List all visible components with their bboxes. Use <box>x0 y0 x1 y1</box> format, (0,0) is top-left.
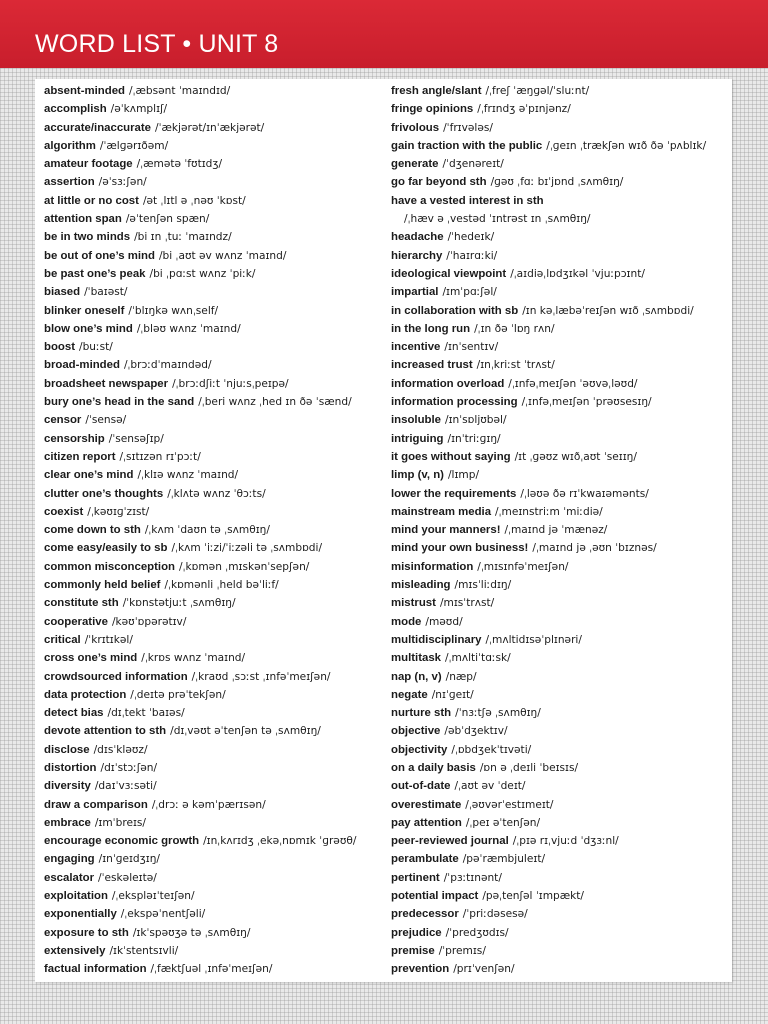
word-entry <box>391 668 726 686</box>
entry-word: accomplish <box>44 103 107 116</box>
word-entry <box>391 503 726 521</box>
entry-word: boost <box>44 341 76 354</box>
word-entry <box>44 924 379 942</box>
entry-word: algorithm <box>44 139 96 152</box>
word-entry <box>391 942 726 960</box>
entry-pronunciation: /ˈpriːdəsesə/ <box>462 908 528 921</box>
entry-word: increased trust <box>391 359 473 372</box>
entry-pronunciation: /ˌmɪsɪnfəˈmeɪʃən/ <box>477 560 569 573</box>
entry-pronunciation: /mɪsˈliːdɪŋ/ <box>454 579 512 592</box>
entry-pronunciation: /ˈhedeɪk/ <box>447 231 495 244</box>
entry-word: limp (v, n) <box>391 469 444 482</box>
entry-word: escalator <box>44 871 95 884</box>
entry-word: objective <box>391 725 441 738</box>
entry-pronunciation: /mɪsˈtrʌst/ <box>439 597 495 610</box>
entry-word: critical <box>44 633 81 646</box>
entry-pronunciation: /ˌfrɪndʒ əˈpɪnjənz/ <box>477 103 571 116</box>
word-entry <box>44 82 379 100</box>
word-entry <box>391 155 726 173</box>
word-entry <box>391 649 726 667</box>
entry-word: coexist <box>44 505 84 518</box>
word-entry <box>44 356 379 374</box>
word-entry <box>44 832 379 850</box>
entry-word: gain traction with the public <box>391 139 543 152</box>
entry-pronunciation: /ɪt ˌɡəʊz wɪðˌaʊt ˈseɪɪŋ/ <box>514 450 637 463</box>
entry-pronunciation: /ˈkrɪtɪkəl/ <box>84 633 133 646</box>
entry-pronunciation: /ɪnˌkriːst ˈtrʌst/ <box>476 359 555 372</box>
entry-pronunciation: /buːst/ <box>79 341 113 354</box>
entry-pronunciation: /ˌekspəˈnentʃəli/ <box>120 908 206 921</box>
page-header-bar <box>0 0 768 68</box>
entry-word: generate <box>391 158 439 171</box>
entry-word: information overload <box>391 377 505 390</box>
word-entry <box>44 430 379 448</box>
word-entry <box>391 924 726 942</box>
word-entry <box>44 375 379 393</box>
word-entry <box>44 320 379 338</box>
word-entry <box>391 137 726 155</box>
word-entry <box>44 759 379 777</box>
entry-word: blow one’s mind <box>44 322 133 335</box>
entry-pronunciation: /ˌmʌltidɪsəˈplɪnəri/ <box>485 633 582 646</box>
entry-pronunciation: /ˌkəʊɪɡˈzɪst/ <box>87 505 150 518</box>
entry-word: out-of-date <box>391 780 451 793</box>
entry-pronunciation: /ˌɒbdʒekˈtɪvəti/ <box>451 743 532 756</box>
word-entry <box>44 119 379 137</box>
entry-word: fresh angle/slant <box>391 85 482 97</box>
entry-pronunciation: /lɪmp/ <box>447 469 480 482</box>
entry-pronunciation: /ˌkraʊd ˌsɔːst ˌɪnfəˈmeɪʃən/ <box>191 670 331 683</box>
word-entry <box>44 869 379 887</box>
word-entry <box>44 100 379 118</box>
entry-pronunciation: /ˌdeɪtə prəˈtekʃən/ <box>130 688 226 701</box>
entry-pronunciation: /ˌekspləɪˈteɪʃən/ <box>111 890 195 903</box>
entry-pronunciation: /ɪkˈspəʊʒə tə ˌsʌmθɪŋ/ <box>132 926 251 939</box>
entry-pronunciation: /ɪn kəˌlæbəˈreɪʃən wɪð ˌsʌmbɒdi/ <box>522 304 694 317</box>
entry-pronunciation: /ˌklɪə wʌnz ˈmaɪnd/ <box>137 469 239 482</box>
word-entry <box>44 521 379 539</box>
entry-pronunciation: /ˌmʌltiˈtɑːsk/ <box>445 652 511 665</box>
page-title: WORD LIST • UNIT 8 <box>35 30 279 58</box>
word-entry <box>44 302 379 320</box>
entry-word: impartial <box>391 286 439 299</box>
entry-word: mode <box>391 615 422 628</box>
word-entry <box>391 247 726 265</box>
entry-pronunciation: /ˌaʊt əv ˈdeɪt/ <box>454 780 526 793</box>
word-entry <box>44 850 379 868</box>
entry-word: overestimate <box>391 798 462 811</box>
entry-word: disclose <box>44 743 90 756</box>
entry-word: attention span <box>44 213 122 226</box>
entry-pronunciation: /ˈpɜːtɪnənt/ <box>443 871 502 884</box>
word-list-left-column <box>44 82 379 979</box>
word-entry <box>391 741 726 759</box>
entry-pronunciation: /ˈhaɪrɑːki/ <box>446 249 498 262</box>
entry-pronunciation: /ɒn ə ˌdeɪli ˈbeɪsɪs/ <box>479 761 579 774</box>
entry-pronunciation: /næp/ <box>445 670 477 683</box>
entry-word: devote attention to sth <box>44 725 167 738</box>
entry-pronunciation: /ˌmeɪnstriːm ˈmiːdiə/ <box>495 505 603 518</box>
word-entry <box>391 869 726 887</box>
entry-word: on a daily basis <box>391 761 476 774</box>
entry-word: go far beyond sth <box>391 176 487 189</box>
word-entry <box>44 905 379 923</box>
word-entry <box>391 594 726 612</box>
entry-word: frivolous <box>391 121 440 134</box>
word-entry <box>44 558 379 576</box>
entry-pronunciation: /ˈfrɪvələs/ <box>443 121 493 134</box>
entry-pronunciation: /ˌkɒmən ˌmɪskənˈsepʃən/ <box>179 560 310 573</box>
entry-pronunciation: /ˈkɒnstətjuːt ˌsʌmθɪŋ/ <box>122 597 236 610</box>
entry-pronunciation: /əbˈdʒektɪv/ <box>444 725 508 738</box>
entry-word: mainstream media <box>391 505 492 518</box>
word-entry <box>44 704 379 722</box>
entry-word: blinker oneself <box>44 304 125 317</box>
word-entry <box>44 631 379 649</box>
entry-pronunciation: /ˌberi wʌnz ˌhed ɪn ðə ˈsænd/ <box>198 396 352 409</box>
word-entry <box>44 594 379 612</box>
word-entry <box>44 247 379 265</box>
entry-word: misinformation <box>391 560 474 573</box>
word-entry <box>391 356 726 374</box>
word-entry <box>44 796 379 814</box>
word-entry <box>44 210 379 228</box>
entry-word: incentive <box>391 341 441 354</box>
word-entry <box>44 668 379 686</box>
word-entry <box>44 576 379 594</box>
word-entry <box>391 119 726 137</box>
word-entry <box>391 393 726 411</box>
entry-pronunciation: /əˈsɜːʃən/ <box>98 176 147 189</box>
word-entry <box>391 631 726 649</box>
word-entry <box>391 100 726 118</box>
entry-pronunciation: /ˌləʊə ðə rɪˈkwaɪəmənts/ <box>520 487 649 500</box>
word-entry <box>391 832 726 850</box>
entry-word: data protection <box>44 688 127 701</box>
word-entry <box>44 960 379 978</box>
entry-word: headache <box>391 231 444 244</box>
word-entry <box>391 850 726 868</box>
word-entry <box>391 283 726 301</box>
entry-word: negate <box>391 688 428 701</box>
entry-word: clear one’s mind <box>44 469 134 482</box>
entry-pronunciation: /ˈdʒenəreɪt/ <box>442 158 504 171</box>
entry-pronunciation: /ˌɪnfəˌmeɪʃən ˈprəʊsesɪŋ/ <box>521 396 652 409</box>
word-entry <box>44 228 379 246</box>
word-entry <box>44 649 379 667</box>
entry-word: assertion <box>44 176 95 189</box>
entry-pronunciation: /ˌbrɔːdʃiːt ˈnjuːsˌpeɪpə/ <box>172 377 289 390</box>
entry-pronunciation: /ˈsensəʃɪp/ <box>108 432 164 445</box>
entry-pronunciation: /ˈbaɪəst/ <box>84 286 128 299</box>
entry-word: biased <box>44 286 81 299</box>
word-entry <box>391 759 726 777</box>
entry-word: potential impact <box>391 890 479 903</box>
entry-pronunciation: /ɡəʊ ˌfɑː bɪˈjɒnd ˌsʌmθɪŋ/ <box>490 176 624 189</box>
entry-word: exposure to sth <box>44 926 129 939</box>
entry-word: absent-minded <box>44 85 126 97</box>
entry-word: come easy/easily to sb <box>44 542 168 555</box>
word-entry <box>391 539 726 557</box>
word-entry <box>391 521 726 539</box>
entry-pronunciation: /ˈsensə/ <box>85 414 127 427</box>
word-entry <box>391 430 726 448</box>
entry-word: pay attention <box>391 816 462 829</box>
word-entry <box>44 466 379 484</box>
entry-word: encourage economic growth <box>44 835 200 848</box>
entry-pronunciation: /ˌæbsənt ˈmaɪndɪd/ <box>129 85 231 97</box>
entry-pronunciation: /ˌsɪtɪzən rɪˈpɔːt/ <box>119 450 201 463</box>
entry-pronunciation: /ˌəʊvərˈestɪmeɪt/ <box>465 798 554 811</box>
entry-pronunciation: /ˈnɜːtʃə ˌsʌmθɪŋ/ <box>455 707 541 720</box>
word-entry <box>44 942 379 960</box>
word-entry <box>44 686 379 704</box>
word-entry <box>391 466 726 484</box>
entry-pronunciation: /pəˈræmbjuleɪt/ <box>462 853 546 866</box>
word-entry <box>391 704 726 722</box>
word-entry <box>44 448 379 466</box>
word-entry <box>44 613 379 631</box>
entry-pronunciation: /ɪkˈstentsɪvli/ <box>109 944 179 957</box>
entry-word: common misconception <box>44 560 176 573</box>
entry-pronunciation: /ˌkʌm ˈiːzi/ˈiːzəli tə ˌsʌmbɒdi/ <box>171 542 323 555</box>
entry-word: embrace <box>44 816 91 829</box>
entry-word: amateur footage <box>44 158 133 171</box>
entry-pronunciation: /əˈtenʃən spæn/ <box>125 213 210 226</box>
entry-word: detect bias <box>44 707 104 720</box>
entry-pronunciation: /dɪˌvəʊt əˈtenʃən tə ˌsʌmθɪŋ/ <box>170 725 321 738</box>
entry-pronunciation: /dɪsˈkləʊz/ <box>93 743 148 756</box>
entry-pronunciation: /bi ɪn ˌtuː ˈmaɪndz/ <box>134 231 232 244</box>
entry-pronunciation: /ˌmaɪnd jə ˈmænəz/ <box>504 524 608 537</box>
entry-pronunciation: /ˌhæv ə ˌvestəd ˈɪntrəst ɪn ˌsʌmθɪŋ/ <box>404 213 591 226</box>
entry-pronunciation: /daɪˈvɜːsəti/ <box>94 780 157 793</box>
word-entry <box>44 777 379 795</box>
entry-pronunciation: /prɪˈvenʃən/ <box>453 963 515 976</box>
entry-word: mind your own business! <box>391 542 529 555</box>
entry-pronunciation: /ˌbrɔːdˈmaɪndəd/ <box>123 359 212 372</box>
entry-word: censorship <box>44 432 105 445</box>
entry-pronunciation: /ˈpredʒʊdɪs/ <box>445 926 509 939</box>
entry-word: engaging <box>44 853 95 866</box>
word-entry <box>44 173 379 191</box>
entry-pronunciation: /ˌkɒmənli ˌheld bəˈliːf/ <box>164 579 279 592</box>
word-entry <box>391 905 726 923</box>
entry-word: be past one’s peak <box>44 267 146 280</box>
entry-pronunciation: /ɪnˈsentɪv/ <box>444 341 499 354</box>
entry-word: nurture sth <box>391 707 452 720</box>
entry-word: pertinent <box>391 871 440 884</box>
entry-pronunciation: /ˌkrɒs wʌnz ˈmaɪnd/ <box>141 652 246 665</box>
word-entry <box>44 539 379 557</box>
entry-word: mind your manners! <box>391 524 501 537</box>
word-entry <box>391 411 726 429</box>
entry-pronunciation: /ˌfreʃ ˈæŋɡəl/ˈsluːnt/ <box>485 85 590 97</box>
word-entry <box>391 887 726 905</box>
word-entry <box>391 558 726 576</box>
entry-pronunciation: /ˌpeɪ əˈtenʃən/ <box>465 816 541 829</box>
entry-word: come down to sth <box>44 524 141 537</box>
entry-pronunciation: /ˌɪnfəˌmeɪʃən ˈəʊvəˌləʊd/ <box>508 377 638 390</box>
entry-pronunciation: /ɪmˈpɑːʃəl/ <box>442 286 497 299</box>
entry-word: extensively <box>44 944 106 957</box>
entry-pronunciation: /ˌmaɪnd jə ˌəʊn ˈbɪznəs/ <box>532 542 657 555</box>
entry-pronunciation: /ˈælɡərɪðəm/ <box>99 139 169 152</box>
entry-word: broadsheet newspaper <box>44 377 169 390</box>
entry-word: cooperative <box>44 615 108 628</box>
entry-word: multitask <box>391 652 442 665</box>
entry-pronunciation: /ɪnˌkʌrɪdʒ ˌekəˌnɒmɪk ˈɡrəʊθ/ <box>203 835 357 848</box>
entry-word: insoluble <box>391 414 441 427</box>
entry-word: multidisciplinary <box>391 633 482 646</box>
entry-pronunciation: /məʊd/ <box>425 615 463 628</box>
word-entry <box>391 814 726 832</box>
entry-pronunciation: /ˈeskəleɪtə/ <box>98 871 157 884</box>
entry-word: censor <box>44 414 82 427</box>
word-entry <box>391 375 726 393</box>
entry-word: draw a comparison <box>44 798 148 811</box>
entry-word: objectivity <box>391 743 448 756</box>
entry-word: exponentially <box>44 908 117 921</box>
word-entry <box>44 485 379 503</box>
entry-pronunciation: /bi ˌpɑːst wʌnz ˈpiːk/ <box>149 267 256 280</box>
word-entry <box>391 82 726 100</box>
word-entry <box>391 613 726 631</box>
entry-pronunciation: /ˈækjərət/ɪnˈækjərət/ <box>155 121 265 134</box>
entry-word: crowdsourced information <box>44 670 188 683</box>
word-entry <box>391 960 726 978</box>
entry-pronunciation: /əˈkʌmplɪʃ/ <box>110 103 168 116</box>
entry-word: hierarchy <box>391 249 443 262</box>
entry-word: mistrust <box>391 597 436 610</box>
word-entry <box>44 814 379 832</box>
word-entry <box>391 173 726 191</box>
entry-pronunciation: /dɪˈstɔːʃən/ <box>100 761 158 774</box>
word-entry <box>44 338 379 356</box>
entry-pronunciation: /ˌæmətə ˈfʊtɪdʒ/ <box>136 158 223 171</box>
word-entry <box>44 393 379 411</box>
entry-word: misleading <box>391 579 451 592</box>
word-list-right-column <box>391 82 726 979</box>
entry-word: exploitation <box>44 890 108 903</box>
entry-word: prevention <box>391 963 450 976</box>
word-entry <box>44 155 379 173</box>
word-entry <box>391 265 726 283</box>
word-entry <box>391 796 726 814</box>
entry-word: lower the requirements <box>391 487 517 500</box>
word-entry <box>44 192 379 210</box>
entry-pronunciation: /ˌpɪə rɪˌvjuːd ˈdʒɜːnl/ <box>512 835 619 848</box>
entry-pronunciation: /ˈblɪŋkə wʌnˌself/ <box>128 304 219 317</box>
entry-word: be in two minds <box>44 231 131 244</box>
entry-pronunciation: /ˌkʌm ˈdaʊn tə ˌsʌmθɪŋ/ <box>144 524 270 537</box>
entry-pronunciation: /ɪmˈbreɪs/ <box>94 816 146 829</box>
entry-pronunciation: /ˌklʌtə wʌnz ˈθɔːts/ <box>167 487 266 500</box>
entry-pronunciation: /ɪnˈsɒljʊbəl/ <box>445 414 507 427</box>
entry-word: factual information <box>44 963 147 976</box>
entry-word: prejudice <box>391 926 442 939</box>
word-entry <box>44 722 379 740</box>
word-entry <box>44 411 379 429</box>
entry-pronunciation: /ˌɡeɪn ˌtrækʃən wɪð ðə ˈpʌblɪk/ <box>546 139 707 152</box>
word-entry <box>391 228 726 246</box>
entry-pronunciation: /kəʊˈɒpərətɪv/ <box>111 615 187 628</box>
word-entry <box>391 448 726 466</box>
entry-word: it goes without saying <box>391 450 511 463</box>
entry-pronunciation: /ɪnˈɡeɪdʒɪŋ/ <box>98 853 160 866</box>
entry-word: cross one’s mind <box>44 652 138 665</box>
entry-word: clutter one’s thoughts <box>44 487 164 500</box>
entry-word: in collaboration with sb <box>391 304 519 317</box>
word-entry <box>391 320 726 338</box>
entry-word: premise <box>391 944 435 957</box>
entry-word: broad-minded <box>44 359 120 372</box>
word-entry <box>391 302 726 320</box>
word-entry <box>391 338 726 356</box>
entry-pronunciation: /ət ˌlɪtl ə ˌnəʊ ˈkɒst/ <box>142 194 246 207</box>
entry-word: diversity <box>44 780 91 793</box>
entry-word: peer-reviewed journal <box>391 835 509 848</box>
entry-word: intriguing <box>391 432 444 445</box>
entry-pronunciation: /ˌbləʊ wʌnz ˈmaɪnd/ <box>136 322 241 335</box>
entry-pronunciation: /ˌdrɔː ə kəmˈpærɪsən/ <box>151 798 266 811</box>
entry-word: bury one’s head in the sand <box>44 396 195 409</box>
entry-word: nap (n, v) <box>391 670 442 683</box>
word-entry <box>391 722 726 740</box>
entry-pronunciation: /dɪˌtekt ˈbaɪəs/ <box>107 707 185 720</box>
word-entry <box>44 283 379 301</box>
entry-word: accurate/inaccurate <box>44 121 152 134</box>
entry-pronunciation: /ɪnˈtriːɡɪŋ/ <box>447 432 501 445</box>
entry-word: commonly held belief <box>44 579 161 592</box>
entry-pronunciation: /ˈpremɪs/ <box>438 944 486 957</box>
entry-pronunciation: /ˌfæktʃuəl ˌɪnfəˈmeɪʃən/ <box>150 963 273 976</box>
entry-word: be out of one’s mind <box>44 249 155 262</box>
word-entry <box>391 686 726 704</box>
entry-word: fringe opinions <box>391 103 474 116</box>
entry-word: distortion <box>44 761 97 774</box>
entry-pronunciation: /pəˌtenʃəl ˈɪmpækt/ <box>482 890 584 903</box>
entry-word: at little or no cost <box>44 194 139 207</box>
word-entry <box>391 576 726 594</box>
entry-word: constitute sth <box>44 597 119 610</box>
word-entry <box>44 503 379 521</box>
word-entry <box>391 777 726 795</box>
entry-pronunciation: /ˌɪn ðə ˈlɒŋ rʌn/ <box>474 322 555 335</box>
entry-word: information processing <box>391 396 518 409</box>
entry-word: perambulate <box>391 853 459 866</box>
entry-word: have a vested interest in sth <box>391 194 544 207</box>
entry-word: ideological viewpoint <box>391 267 507 280</box>
entry-pronunciation: /bi ˌaʊt əv wʌnz ˈmaɪnd/ <box>158 249 287 262</box>
word-entry <box>391 192 726 229</box>
entry-word: in the long run <box>391 322 471 335</box>
entry-word: predecessor <box>391 908 459 921</box>
word-entry <box>44 741 379 759</box>
word-entry <box>391 485 726 503</box>
word-entry <box>44 265 379 283</box>
entry-pronunciation: /ˌaɪdiəˌlɒdʒɪkəl ˈvjuːpɔɪnt/ <box>510 267 645 280</box>
word-entry <box>44 137 379 155</box>
word-entry <box>44 887 379 905</box>
entry-word: citizen report <box>44 450 116 463</box>
entry-pronunciation: /nɪˈɡeɪt/ <box>431 688 474 701</box>
